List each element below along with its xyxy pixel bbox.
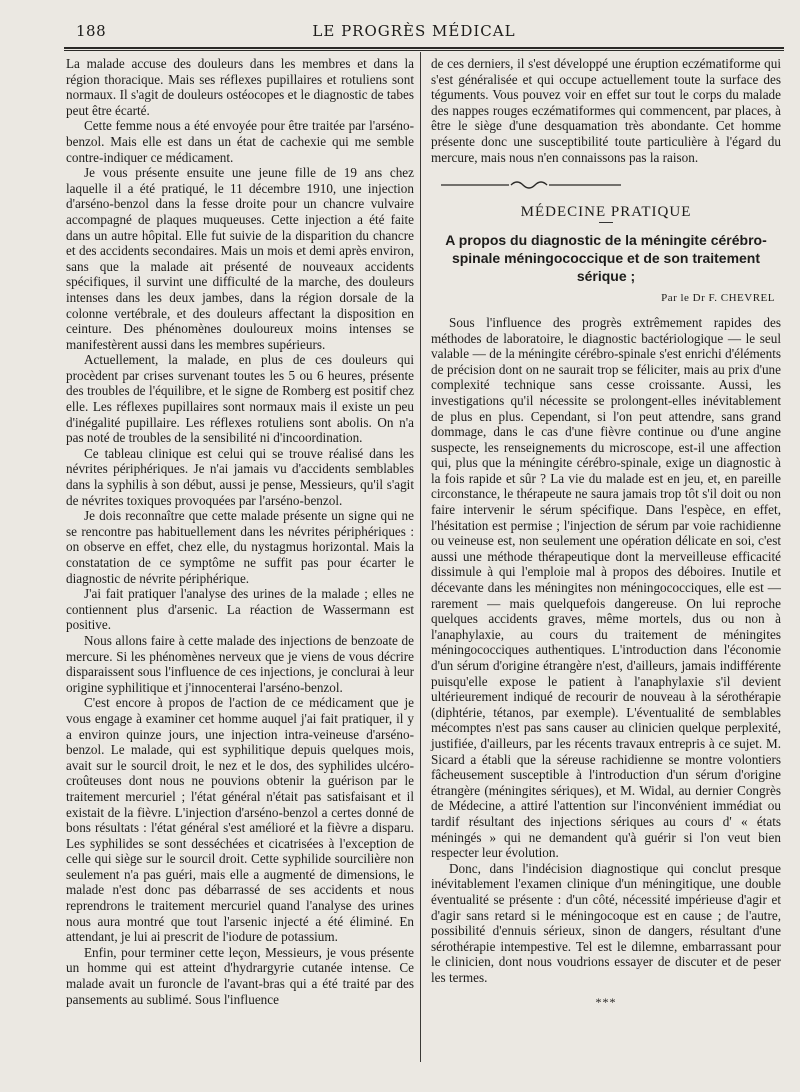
right-column <box>431 56 781 1011</box>
left-column <box>66 56 414 1007</box>
header-rule <box>64 47 784 49</box>
paragraph: C'est encore à propos de l'action de ce médicament que je vous engage à examiner cet homme auquel j'ai fait pratiquer, il y a environ quinze jours, une injection intra-veineuse d'arséno-benzol. Le malade, qui est syphilitique depuis quelques mois, avait sur le sourcil droit, le nez et le dos, des syphilides ulcéro-croûteuses dont nous ne pouvions obtenir la guérison par le traitement mercuriel ; l'état général n'était pas satisfaisant et il existait de la fièvre. L'injection d'arséno-benzol a certes donné de bons résultats : l'état général s'est amélioré et la fièvre a disparu. Les syphilides se sont desséchées et cicatrisées à l'exception de celle qui siège sur le sourcil droit. Cette syphilide sourcilière non seulement n'a pas guéri, mais elle a augmenté de dimensions, le malade n'est donc pas débarrassé de ses accidents et nous reprendrons le traitement mercuriel quand l'analyse des urines nous aura montré que tout l'arsenic injecté a été éliminé. En attendant, je lui ai prescrit de l'iodure de potassium. <box>66 695 414 945</box>
page-number: 188 <box>76 22 107 40</box>
journal-title: LE PROGRÈS MÉDICAL <box>312 22 516 40</box>
section-title: MÉDECINE PRATIQUE <box>520 203 692 220</box>
paragraph: Cette femme nous a été envoyée pour être traitée par l'arséno-benzol. Mais elle est dans un état de cachexie qui me semble contre-indiquer ce médicament. <box>66 118 414 165</box>
paragraph: Donc, dans l'indécision diagnostique qui conclut presque inévitablement l'examen clinique d'un méningitique, une double éventualité se présente : d'un côté, nécessité impérieuse d'agir et d'agir sans retard si le méningocoque est en cause ; de l'autre, possibilité d'ennuis sérieux, sinon de dangers, résultant d'une sérothérapie intempestive. Tel est le dilemne, embarrassant pour le clinicien, dont nous voudrions essayer de discuter et de peser les termes. <box>431 860 781 985</box>
divider <box>599 222 613 223</box>
paragraph: Je vous présente ensuite une jeune fille de 19 ans chez laquelle il a été pratiqué, le 11 décembre 1910, une injection d'arséno-benzol dans la fesse droite pour un chancre vulvaire accompagné de plaques muqueuses. Cette injection a été faite dans un autre hôpital. Elle fut suivie de la disparition du chancre et des accidents secondaires. Mais un mois et demi après environ, sans que la malade ait présenté de nouveaux accidents spécifiques, il survint une difficulté de la marche, des douleurs intenses dans les deux jambes, dans la région dorsale de la colonne vertébrale, et des douleurs affectant la disposition en ceinture. Des phénomènes douloureux moins intenses se manifestèrent aussi dans les membres supérieurs. <box>66 165 414 352</box>
paragraph: Enfin, pour terminer cette leçon, Messieurs, je vous présente un homme qui est atteint d'hydrargyrie cutanée intense. Ce malade avait un furoncle de l'avant-bras qui a été traité par des pansements au sublimé. Sous l'influence <box>66 944 414 1007</box>
ornament-rule <box>431 179 631 191</box>
column-divider <box>420 52 421 1062</box>
asterism: *** <box>595 995 617 1010</box>
article-title: A propos du diagnostic de la méningite cérébro-spinale méningococcique et de son traitement sérique ; <box>445 232 767 285</box>
paragraph: La malade accuse des douleurs dans les membres et dans la région thoracique. Mais ses réflexes pupillaires et rotuliens sont normaux. Il s'agit de douleurs ostéocopes et le diagnostic de tabes peut être écarté. <box>66 56 414 118</box>
paragraph: Actuellement, la malade, en plus de ces douleurs qui procèdent par crises survenant toutes les 5 ou 6 heures, présente des troubles de l'équilibre, et le signe de Romberg est positif chez elle. Les réflexes pupillaires sont normaux mais il existe un peu d'inégalité pupillaire. Les réflexes rotuliens sont abolis. On n'a pas noté de troubles de la sensibilité ni d'incoordination. <box>66 352 414 446</box>
header-rule-thin <box>64 50 784 51</box>
paragraph: Nous allons faire à cette malade des injections de benzoate de mercure. Si les phénomènes nerveux que je viens de vous décrire disparaissent sous l'influence de ces injections, je conclurai à leur origine syphilitique et j'innocenterai l'arséno-benzol. <box>66 632 414 695</box>
paragraph: Je dois reconnaître que cette malade présente un signe qui ne se rencontre pas habituellement dans les névrites périphériques : on observe en effet, chez elle, du nystagmus horizontal. Mais la constatation de ce symptôme ne suffit pas pour écarter le diagnostic de névrite périphérique. <box>66 508 414 586</box>
paragraph: Sous l'influence des progrès extrêmement rapides des méthodes de laboratoire, le diagnostic bactériologique — le seul valable — de la méningite cérébro-spinale s'est enrichi d'éléments de précision dont on ne saurait trop se féliciter, mais au prix d'une complexité technique sans cesse croissante. Aussi, les investigations qu'il nécessite se prolongent-elles inévitablement de plus en plus. Cependant, si l'on peut attendre, sans grand dommage, dans le cas d'une fièvre continue ou d'une angine suspecte, les renseignements du microscope, est-il une affection qui, plus que la méningite cérébro-spinale, exige un diagnostic à la fois rapide et sûr ? La vie du malade est en jeu, et, en pareille circonstance, le thérapeute ne saura jamais trop tôt s'il doit ou non faire intervenir le sérum spécifique. Dans l'espèce, en effet, l'hésitation est permise ; l'injection de sérum par voie rachidienne ou veineuse est, non seulement une opération délicate en soi, c'est aussi une méthode thérapeutique dont la merveilleuse efficacité dissimule à qui l'emploie mal à propos des déboires. Inutile et décevante dans les méningites non méningococciques, elle est — rarement — mais quelquefois dangereuse. On lui reproche quelques accidents graves, même mortels, dus ou non à l'anaphylaxie, au cours du traitement de méningites méningococciques authentiques. L'introduction dans l'économie d'un sérum d'origine étrangère n'est, d'ailleurs, jamais indifférente puisqu'elle expose le patient à l'anaphylaxie s'il devient ultérieurement indiqué de recourir de nouveau à la sérothérapie (diphtérie, tétanos, par exemple). L'éventualité de semblables mécomptes n'est pas sans causer au clinicien quelque perplexité, justifiée, d'ailleurs, par les récents travaux entrepris à ce sujet. M. Sicard a établi que la séreuse rachidienne se montre volontiers fâcheusement susceptible à l'introduction d'un sérum d'origine étrangère (méningites sériques), et M. Widal, au dernier Congrès de Médecine, a attiré l'attention sur l'inconvénient immédiat ou tardif résultant des injections sériques au cours d' « états méningés » qui ne demandent qu'à guérir si l'on veut bien respecter leur évolution. <box>431 314 781 861</box>
paragraph: Ce tableau clinique est celui qui se trouve réalisé dans les névrites périphériques. Je n'ai jamais vu d'accidents semblables dans la syphilis à son début, aussi je pense, Messieurs, qu'il s'agit de névrites toxiques provoquées par l'arséno-benzol. <box>66 445 414 508</box>
byline: Par le Dr F. CHEVREL <box>661 292 775 305</box>
paragraph: J'ai fait pratiquer l'analyse des urines de la malade ; elles ne contiennent plus d'arsenic. La réaction de Wassermann est positive. <box>66 586 414 633</box>
continuation-paragraph: de ces derniers, il s'est développé une éruption eczématiforme qui s'est généralisée et qui occupe actuellement toute la surface des téguments. Vous pouvez voir en effet sur tout le corps du malade des nappes rouges eczématiformes qui commencent, par places, à être le siège d'une desquamation très abondante. Cet homme présente donc une susceptibilité toute particulière à l'égard du mercure, mais nous n'en connaissons pas la raison. <box>431 56 781 165</box>
page-header <box>64 20 764 42</box>
